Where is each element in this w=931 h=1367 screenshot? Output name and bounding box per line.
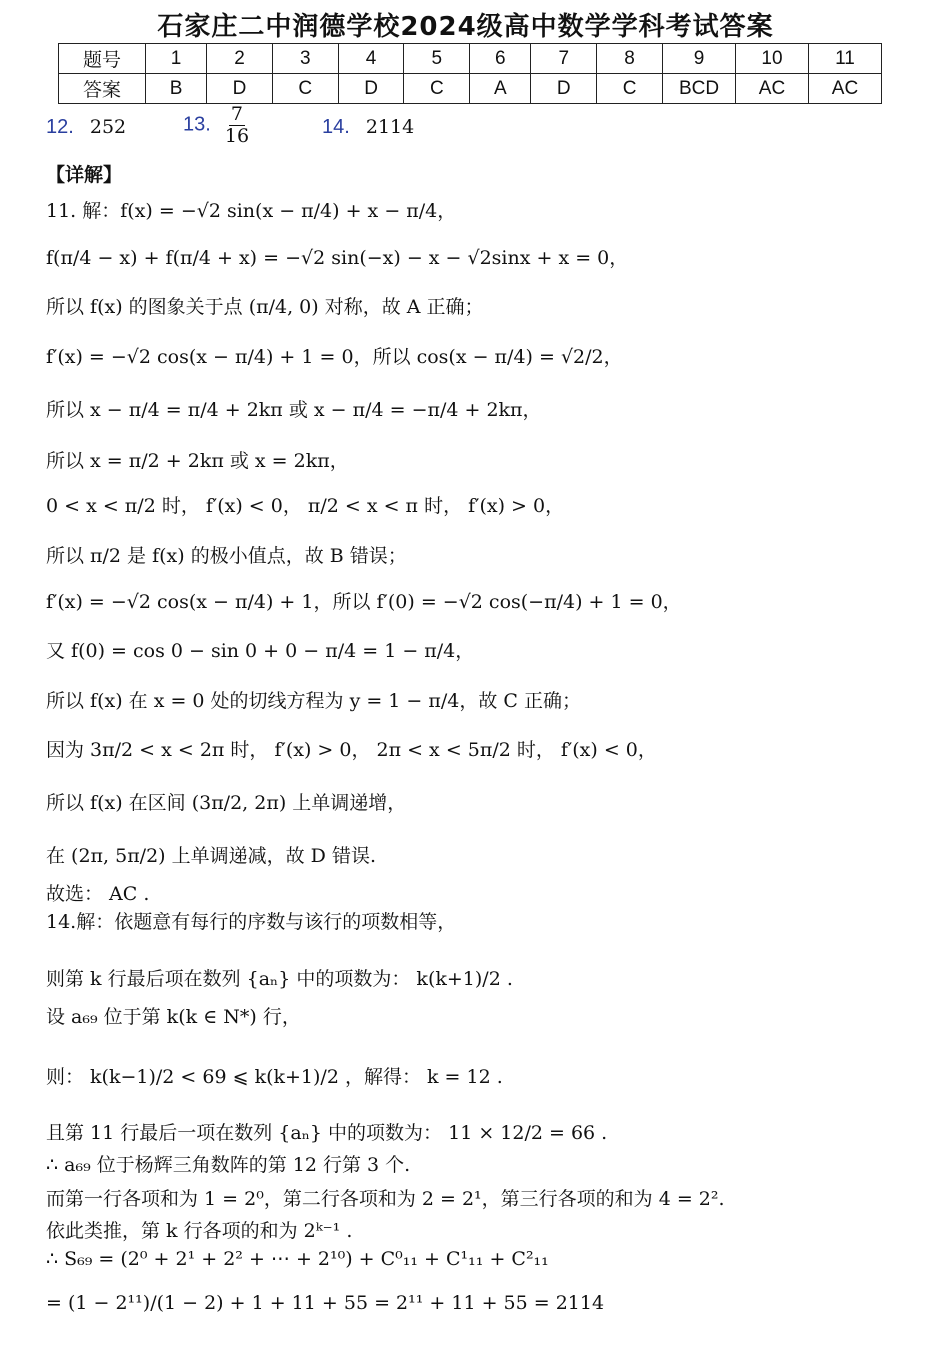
answer-value: 2114 xyxy=(365,116,415,138)
fraction xyxy=(223,104,251,147)
solution-line: 所以 f(x) 在区间 (3π/2, 2π) 上单调递增， xyxy=(46,792,407,814)
table-cell: D xyxy=(338,74,404,104)
table-cell: 6 xyxy=(470,44,531,74)
solution-line: 所以 π/2 是 f(x) 的极小值点，故 B 错误； xyxy=(46,545,407,567)
table-cell: 7 xyxy=(531,44,597,74)
table-cell: D xyxy=(531,74,597,104)
table-cell: 4 xyxy=(338,44,404,74)
solution-line: 且第 11 行最后一项在数列 {aₙ} 中的项数为： 11 × 12/2 = 66 . xyxy=(46,1122,608,1144)
table-cell: AC xyxy=(809,74,882,104)
table-cell: BCD xyxy=(663,74,736,104)
fill-answer-13 xyxy=(183,104,251,147)
solution-line: 在 (2π, 5π/2) 上单调递减，故 D 错误. xyxy=(46,845,376,867)
table-cell: 1 xyxy=(146,44,207,74)
answer-label: 答案 xyxy=(59,74,146,104)
table-cell: B xyxy=(146,74,207,104)
table-cell: AC xyxy=(736,74,809,104)
solution-line: 11. 解：f(x) = −√2 sin(x − π/4) + x − π/4， xyxy=(46,200,457,222)
solution-line: ∴ a₆₉ 位于杨辉三角数阵的第 12 行第 3 个. xyxy=(46,1154,411,1176)
solution-line: 所以 f(x) 在 x = 0 处的切线方程为 y = 1 − π/4，故 C 正确； xyxy=(46,690,581,712)
solution-line: = (1 − 2¹¹)/(1 − 2) + 1 + 11 + 55 = 2¹¹ + 11 + 55 = 2114 xyxy=(46,1292,605,1314)
table-cell: 2 xyxy=(207,44,273,74)
table-cell: C xyxy=(272,74,338,104)
solution-line: 所以 f(x) 的图象关于点 (π/4, 0) 对称，故 A 正确； xyxy=(46,296,484,318)
table-cell: D xyxy=(207,74,273,104)
answer-value: 252 xyxy=(89,116,127,138)
solution-line: f′(x) = −√2 cos(x − π/4) + 1 = 0，所以 cos(x − π/4) = √2/2， xyxy=(46,346,623,368)
table-cell: 11 xyxy=(809,44,882,74)
question-number: 12. xyxy=(46,116,74,138)
table-cell: A xyxy=(470,74,531,104)
numerator: 7 xyxy=(230,103,243,125)
solution-line: 则第 k 行最后项在数列 {aₙ} 中的项数为： k(k+1)/2 . xyxy=(46,968,513,990)
solution-line: 因为 3π/2 < x < 2π 时， f′(x) > 0， 2π < x < 5π/2 时， f′(x) < 0， xyxy=(46,739,657,761)
solution-line: ∴ S₆₉ = (2⁰ + 2¹ + 2² + ⋯ + 2¹⁰) + C⁰₁₁ + C¹₁₁ + C²₁₁ xyxy=(46,1248,549,1270)
solution-line: 则： k(k−1)/2 < 69 ⩽ k(k+1)/2 ，解得： k = 12 . xyxy=(46,1066,503,1088)
solution-line: 设 a₆₉ 位于第 k(k ∈ N*) 行， xyxy=(46,1006,301,1028)
question-number: 13. xyxy=(183,113,211,136)
solution-line: 故选： AC . xyxy=(46,883,150,905)
table-row-answers xyxy=(59,74,882,104)
table-cell: 9 xyxy=(663,44,736,74)
page-title: 石家庄二中润德学校2024级高中数学学科考试答案 xyxy=(157,12,774,42)
table-cell: C xyxy=(404,74,470,104)
solution-line: 所以 x = π/2 + 2kπ 或 x = 2kπ， xyxy=(46,450,349,472)
solution-line: 14.解：依题意有每行的序数与该行的项数相等， xyxy=(46,911,457,933)
solution-line: 而第一行各项和为 1 = 2⁰，第二行各项和为 2 = 2¹，第三行各项的和为 4 = 2². xyxy=(46,1188,725,1210)
table-cell: C xyxy=(597,74,663,104)
fill-answer-14 xyxy=(322,116,414,139)
table-cell: 10 xyxy=(736,44,809,74)
solution-line: f(π/4 − x) + f(π/4 + x) = −√2 sin(−x) − x − √2sinx + x = 0， xyxy=(46,247,629,269)
detail-heading: 【详解】 xyxy=(46,164,123,186)
denominator: 16 xyxy=(224,124,250,147)
fill-answer-12 xyxy=(46,116,126,139)
table-cell: 3 xyxy=(272,44,338,74)
solution-line: 所以 x − π/4 = π/4 + 2kπ 或 x − π/4 = −π/4 + 2kπ， xyxy=(46,399,542,421)
table-cell: 5 xyxy=(404,44,470,74)
solution-line: 又 f(0) = cos 0 − sin 0 + 0 − π/4 = 1 − π/4， xyxy=(46,640,475,662)
table-row-numbers xyxy=(59,44,882,74)
solution-line: 依此类推，第 k 行各项的和为 2ᵏ⁻¹ . xyxy=(46,1220,353,1242)
header-label: 题号 xyxy=(59,44,146,74)
question-number: 14. xyxy=(322,116,350,138)
solution-line: 0 < x < π/2 时， f′(x) < 0， π/2 < x < π 时， f′(x) > 0， xyxy=(46,495,565,517)
solution-line: f′(x) = −√2 cos(x − π/4) + 1，所以 f′(0) = −√2 cos(−π/4) + 1 = 0， xyxy=(46,591,682,613)
answer-table xyxy=(58,43,882,104)
table-cell: 8 xyxy=(597,44,663,74)
